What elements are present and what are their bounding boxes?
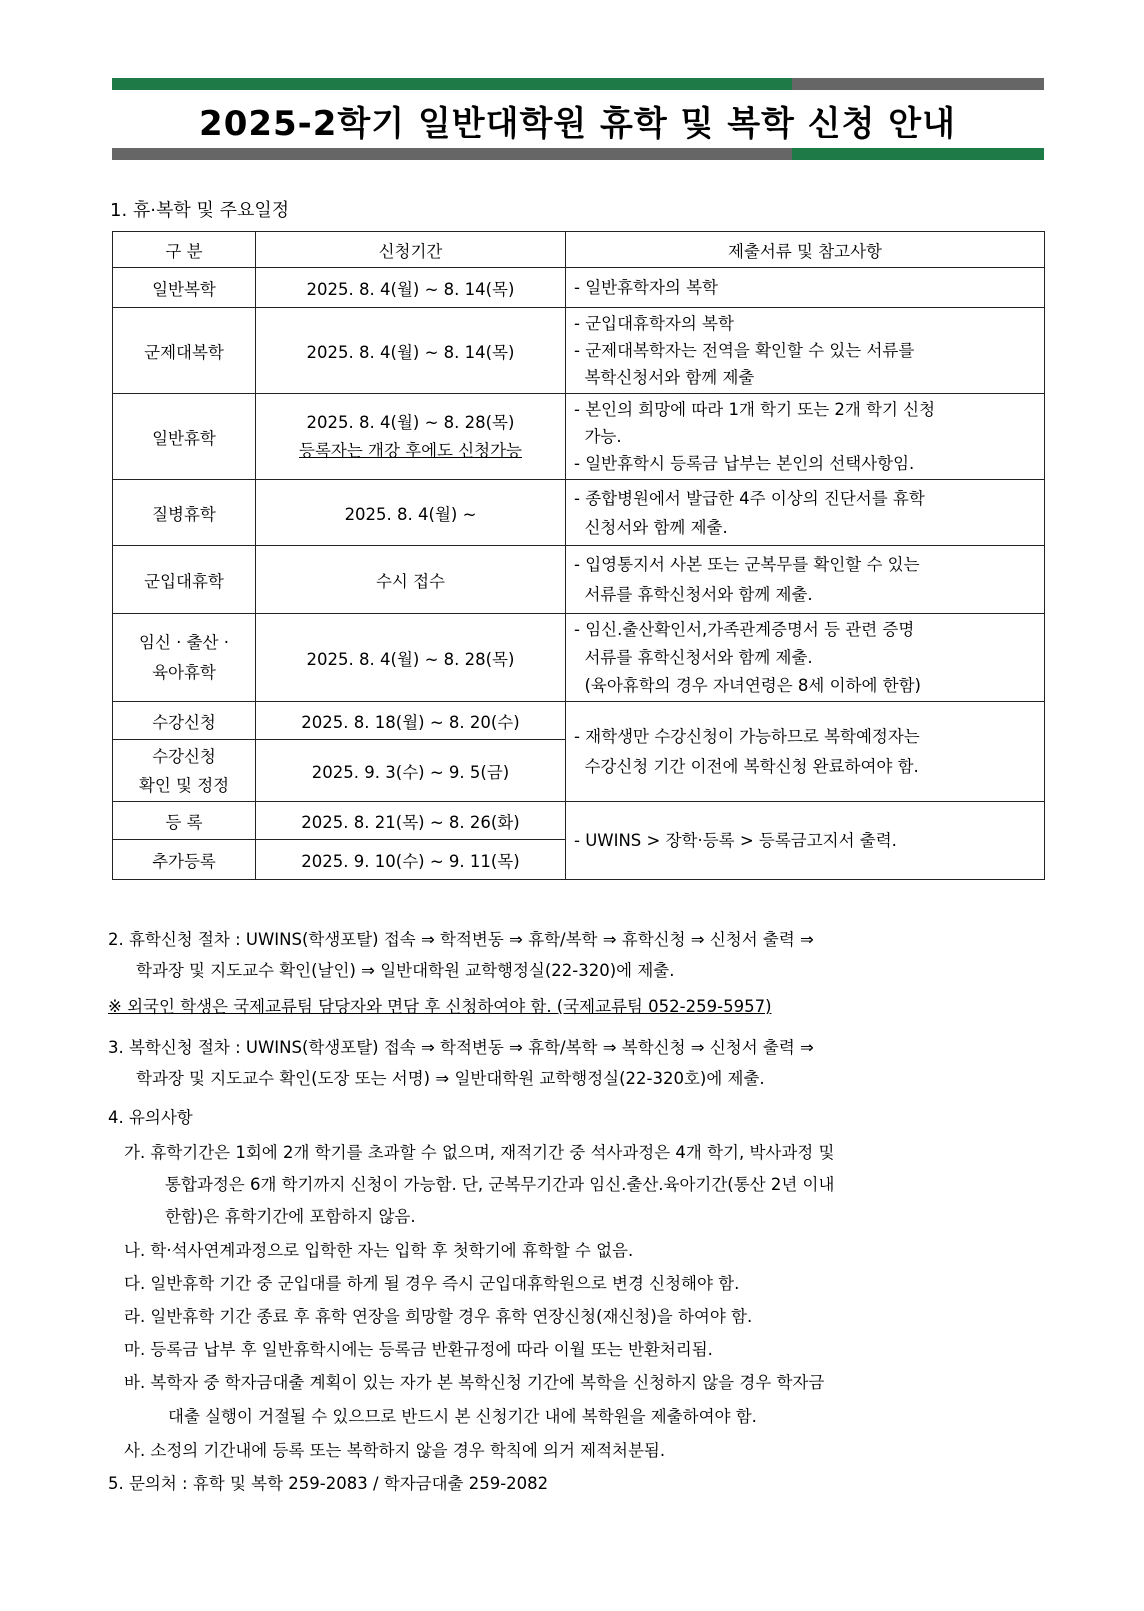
table-row <box>113 480 1045 546</box>
caution-item: 라. 일반휴학 기간 종료 후 휴학 연장을 희망할 경우 휴학 연장신청(재신청)을 하여야 함. <box>124 1307 753 1326</box>
row-type: 수강신청 <box>113 702 256 740</box>
type-line: 육아휴학 <box>152 662 216 682</box>
note-line: - 일반휴학시 등록금 납부는 본인의 선택사항임. <box>574 454 915 473</box>
note-line: 서류를 휴학신청서와 함께 제출. <box>574 647 813 667</box>
row-type <box>113 740 256 802</box>
note-line: - UWINS > 장학·등록 > 등록금고지서 출력. <box>574 831 897 850</box>
row-period: 2025. 8. 21(목) ~ 8. 26(화) <box>256 802 566 840</box>
row-type: 일반복학 <box>113 268 256 308</box>
table-row <box>113 394 1045 480</box>
table-row <box>113 308 1045 394</box>
period-note: 등록자는 개강 후에도 신청가능 <box>299 440 522 460</box>
row-type: 추가등록 <box>113 840 256 880</box>
caution-item: 가. 휴학기간은 1회에 2개 학기를 초과할 수 없으며, 재적기간 중 석사과정은 4개 학기, 박사과정 및 <box>124 1143 835 1162</box>
row-notes-merged <box>566 802 1045 880</box>
row-period: 2025. 9. 3(수) ~ 9. 5(금) <box>256 740 566 802</box>
caution-item-cont: 대출 실행이 거절될 수 있으므로 반드시 본 신청기간 내에 복학원을 제출하여야 함. <box>168 1407 757 1426</box>
section4-heading: 4. 유의사항 <box>108 1108 193 1127</box>
row-type: 군입대휴학 <box>113 546 256 614</box>
row-notes <box>566 268 1045 308</box>
note-line: - 일반휴학자의 복학 <box>574 278 718 297</box>
table-header-row <box>113 232 1045 268</box>
type-line: 확인 및 정정 <box>138 775 230 795</box>
type-line: 수강신청 <box>152 746 216 766</box>
note-line: 가능. <box>574 427 622 446</box>
title-bar-top-green <box>112 78 792 90</box>
row-notes <box>566 308 1045 394</box>
row-period: 수시 접수 <box>256 546 566 614</box>
header-period: 신청기간 <box>256 232 566 268</box>
title-bar-bottom-gray <box>112 148 792 160</box>
row-period: 2025. 8. 4(월) ~ 8. 28(목) <box>256 614 566 702</box>
table-row <box>113 614 1045 702</box>
note-line: (육아휴학의 경우 자녀연령은 8세 이하에 한함) <box>574 675 921 695</box>
table-row <box>113 546 1045 614</box>
title-bar-bottom-green <box>792 148 1044 160</box>
note-line: - 군제대복학자는 전역을 확인할 수 있는 서류를 <box>574 341 915 360</box>
note-line: - 재학생만 수강신청이 가능하므로 복학예정자는 <box>574 726 920 746</box>
note-line: 복학신청서와 함께 제출 <box>574 368 755 387</box>
caution-item-cont: 통합과정은 6개 학기까지 신청이 가능함. 단, 군복무기간과 임신.출산.육아기간(통산 2년 이내 <box>165 1175 835 1194</box>
section2-line1: 2. 휴학신청 절차 : UWINS(학생포탈) 접속 ⇒ 학적변동 ⇒ 휴학/복학 ⇒ 휴학신청 ⇒ 신청서 출력 ⇒ <box>108 930 814 949</box>
row-period: 2025. 8. 4(월) ~ 8. 14(목) <box>256 308 566 394</box>
row-notes <box>566 546 1045 614</box>
row-notes-merged <box>566 702 1045 802</box>
row-type: 질병휴학 <box>113 480 256 546</box>
table-row <box>113 802 1045 840</box>
row-type: 등 록 <box>113 802 256 840</box>
row-notes <box>566 394 1045 480</box>
caution-item: 나. 학·석사연계과정으로 입학한 자는 입학 후 첫학기에 휴학할 수 없음. <box>124 1241 634 1260</box>
header-notes: 제출서류 및 참고사항 <box>566 232 1045 268</box>
table-row <box>113 268 1045 308</box>
caution-item-cont: 한함)은 휴학기간에 포함하지 않음. <box>165 1207 416 1226</box>
title-bar-top-gray <box>792 78 1044 90</box>
type-line: 임신 · 출산 · <box>139 632 229 652</box>
note-line: 서류를 휴학신청서와 함께 제출. <box>574 584 813 604</box>
note-line: 수강신청 기간 이전에 복학신청 완료하여야 함. <box>574 756 919 776</box>
row-type <box>113 614 256 702</box>
note-line: 신청서와 함께 제출. <box>574 517 728 537</box>
header-type: 구 분 <box>113 232 256 268</box>
caution-item: 바. 복학자 중 학자금대출 계획이 있는 자가 본 복학신청 기간에 복학을 신청하지 않을 경우 학자금 <box>124 1373 825 1392</box>
row-period: 2025. 8. 4(월) ~ 8. 14(목) <box>256 268 566 308</box>
caution-item: 마. 등록금 납부 후 일반휴학시에는 등록금 반환규정에 따라 이월 또는 반환처리됨. <box>124 1340 713 1359</box>
note-line: - 종합병원에서 발급한 4주 이상의 진단서를 휴학 <box>574 488 925 508</box>
section1-heading: 1. 휴·복학 및 주요일정 <box>110 200 290 221</box>
foreign-student-notice: ※ 외국인 학생은 국제교류팀 담당자와 면담 후 신청하여야 함. (국제교류팀 052-259-5957) <box>108 997 772 1016</box>
section3-line2: 학과장 및 지도교수 확인(도장 또는 서명) ⇒ 일반대학원 교학행정실(22-320호)에 제출. <box>136 1069 765 1088</box>
note-line: - 임신.출산확인서,가족관계증명서 등 관련 증명 <box>574 619 915 639</box>
row-notes <box>566 480 1045 546</box>
row-type: 일반휴학 <box>113 394 256 480</box>
caution-item: 사. 소정의 기간내에 등록 또는 복학하지 않을 경우 학칙에 의거 제적처분됨. <box>124 1441 666 1460</box>
period-line: 2025. 8. 4(월) ~ 8. 28(목) <box>306 412 515 432</box>
row-period <box>256 394 566 480</box>
section3-line1: 3. 복학신청 절차 : UWINS(학생포탈) 접속 ⇒ 학적변동 ⇒ 휴학/복학 ⇒ 복학신청 ⇒ 신청서 출력 ⇒ <box>108 1038 814 1057</box>
row-type: 군제대복학 <box>113 308 256 394</box>
section2-line2: 학과장 및 지도교수 확인(날인) ⇒ 일반대학원 교학행정실(22-320)에 제출. <box>136 961 675 980</box>
row-period: 2025. 9. 10(수) ~ 9. 11(목) <box>256 840 566 880</box>
contact-info: 5. 문의처 : 휴학 및 복학 259-2083 / 학자금대출 259-2082 <box>108 1474 549 1493</box>
schedule-table <box>112 231 1045 880</box>
row-period: 2025. 8. 4(월) ~ <box>256 480 566 546</box>
note-line: - 본인의 희망에 따라 1개 학기 또는 2개 학기 신청 <box>574 400 936 419</box>
table-row <box>113 702 1045 740</box>
note-line: - 군입대휴학자의 복학 <box>574 314 734 333</box>
row-period: 2025. 8. 18(월) ~ 8. 20(수) <box>256 702 566 740</box>
page-title: 2025-2학기 일반대학원 휴학 및 복학 신청 안내 <box>199 104 956 144</box>
note-line: - 입영통지서 사본 또는 군복무를 확인할 수 있는 <box>574 554 920 574</box>
row-notes <box>566 614 1045 702</box>
caution-item: 다. 일반휴학 기간 중 군입대를 하게 될 경우 즉시 군입대휴학원으로 변경 신청해야 함. <box>124 1274 740 1293</box>
